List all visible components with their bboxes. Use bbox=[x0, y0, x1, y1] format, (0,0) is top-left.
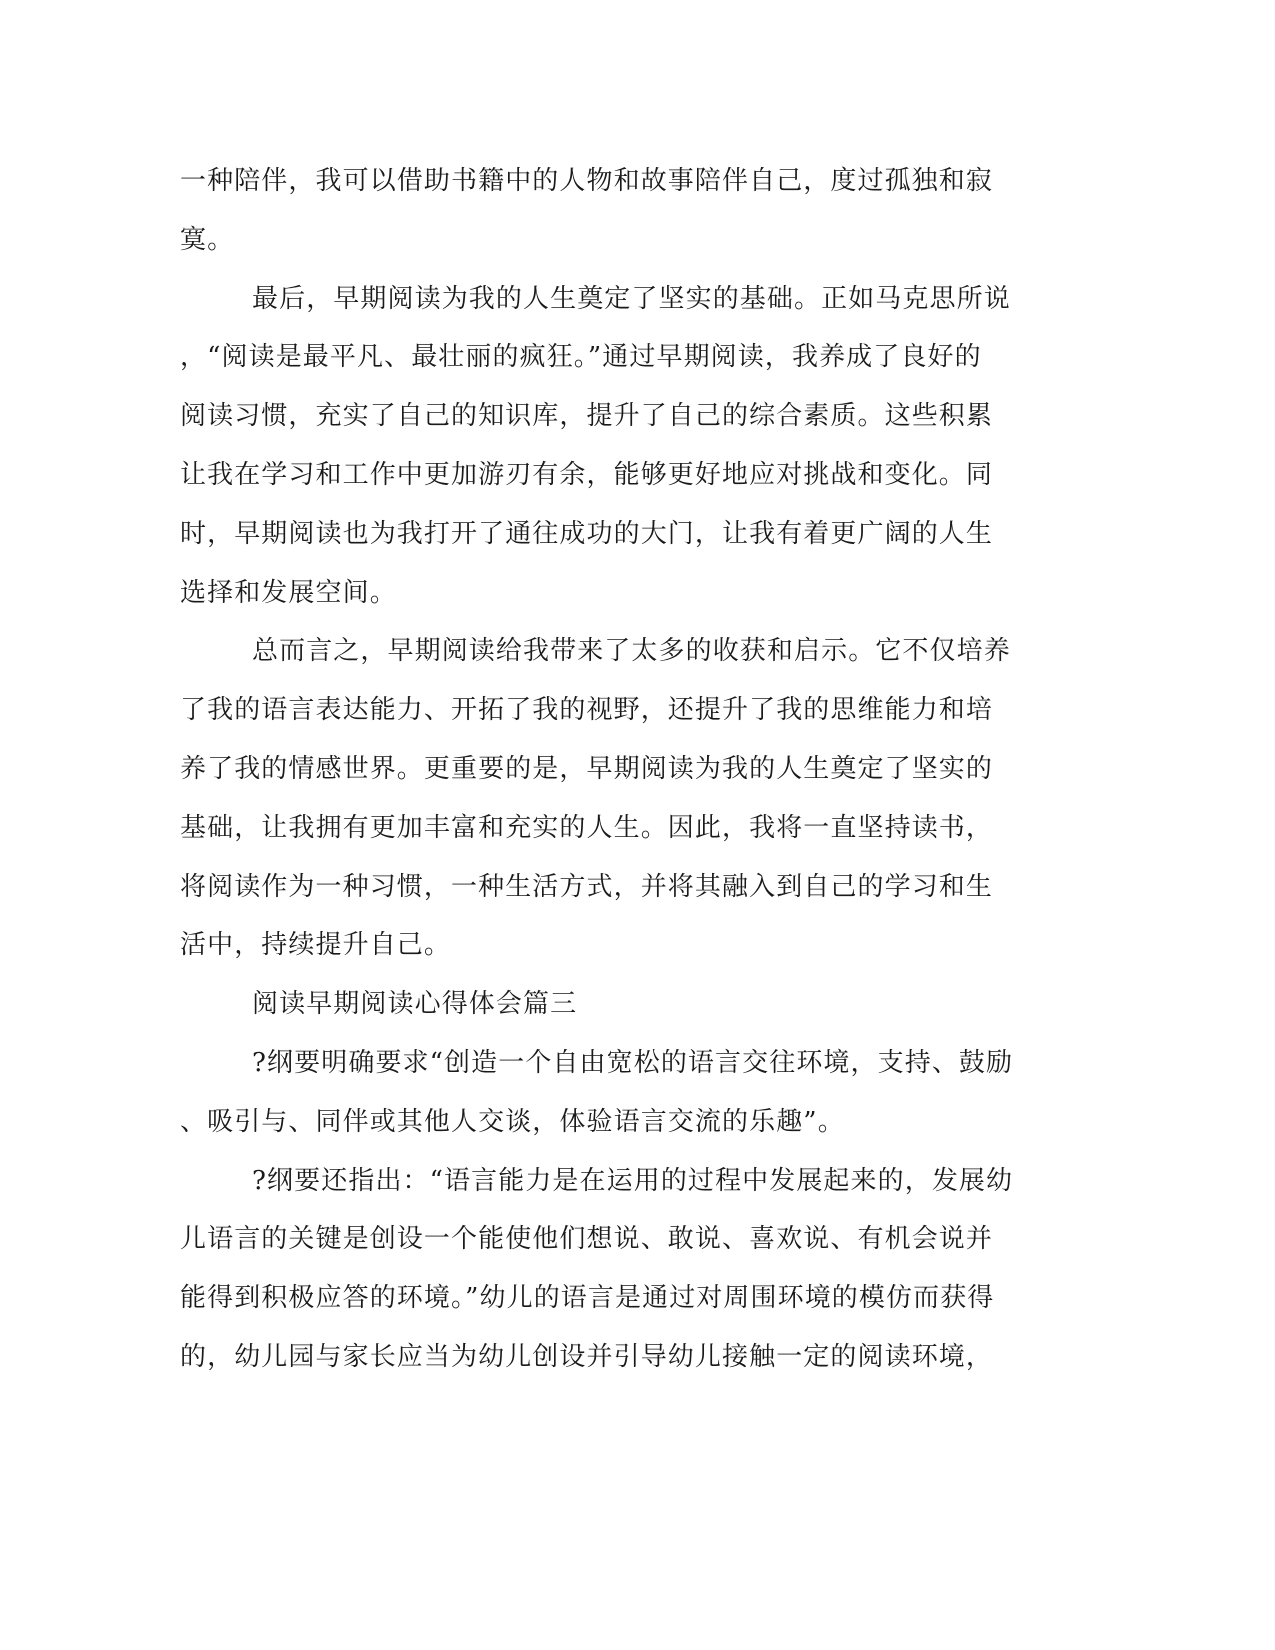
text-line: 让我在学习和工作中更加游刃有余，能够更好地应对挑战和变化。同 bbox=[180, 459, 994, 490]
text-line: 养了我的情感世界。更重要的是，早期阅读为我的人生奠定了坚实的 bbox=[180, 753, 994, 784]
text-line: 能得到积极应答的环境。”幼儿的语言是通过对周围环境的模仿而获得 bbox=[180, 1283, 995, 1314]
text-line: 、吸引与、同伴或其他人交谈，体验语言交流的乐趣”。 bbox=[180, 1106, 845, 1137]
text-line: ?纲要明确要求“创造一个自由宽松的语言交往环境，支持、鼓励 bbox=[252, 1047, 1014, 1078]
document-body bbox=[180, 152, 1030, 1387]
text-line: 一种陪伴，我可以借助书籍中的人物和故事陪伴自己，度过孤独和寂 bbox=[180, 166, 994, 196]
text-line: 阅读习惯，充实了自己的知识库，提升了自己的综合素质。这些积累 bbox=[180, 401, 994, 432]
text-line: 选择和发展空间。 bbox=[180, 577, 397, 608]
text-line: 将阅读作为一种习惯，一种生活方式，并将其融入到自己的学习和生 bbox=[180, 871, 994, 902]
section-heading: 阅读早期阅读心得体会篇三 bbox=[252, 989, 578, 1020]
text-line: ，“阅读是最平凡、最壮丽的疯狂。”通过早期阅读，我养成了良好的 bbox=[180, 342, 982, 373]
text-line: 最后，早期阅读为我的人生奠定了坚实的基础。正如马克思所说 bbox=[252, 283, 1011, 314]
text-line: 时，早期阅读也为我打开了通往成功的大门，让我有着更广阔的人生 bbox=[180, 518, 994, 549]
text-line: 的，幼儿园与家长应当为幼儿创设并引导幼儿接触一定的阅读环境， bbox=[180, 1341, 994, 1372]
text-line: 了我的语言表达能力、开拓了我的视野，还提升了我的思维能力和培 bbox=[180, 695, 994, 726]
text-line: 寞。 bbox=[180, 224, 235, 255]
text-line: 儿语言的关键是创设一个能使他们想说、敢说、喜欢说、有机会说并 bbox=[180, 1224, 994, 1255]
text-line: 活中，持续提升自己。 bbox=[180, 930, 452, 961]
text-line: 基础，让我拥有更加丰富和充实的人生。因此，我将一直坚持读书， bbox=[180, 812, 994, 843]
text-line: ?纲要还指出：“语言能力是在运用的过程中发展起来的，发展幼 bbox=[252, 1165, 1014, 1196]
text-line: 总而言之，早期阅读给我带来了太多的收获和启示。它不仅培养 bbox=[252, 636, 1011, 667]
